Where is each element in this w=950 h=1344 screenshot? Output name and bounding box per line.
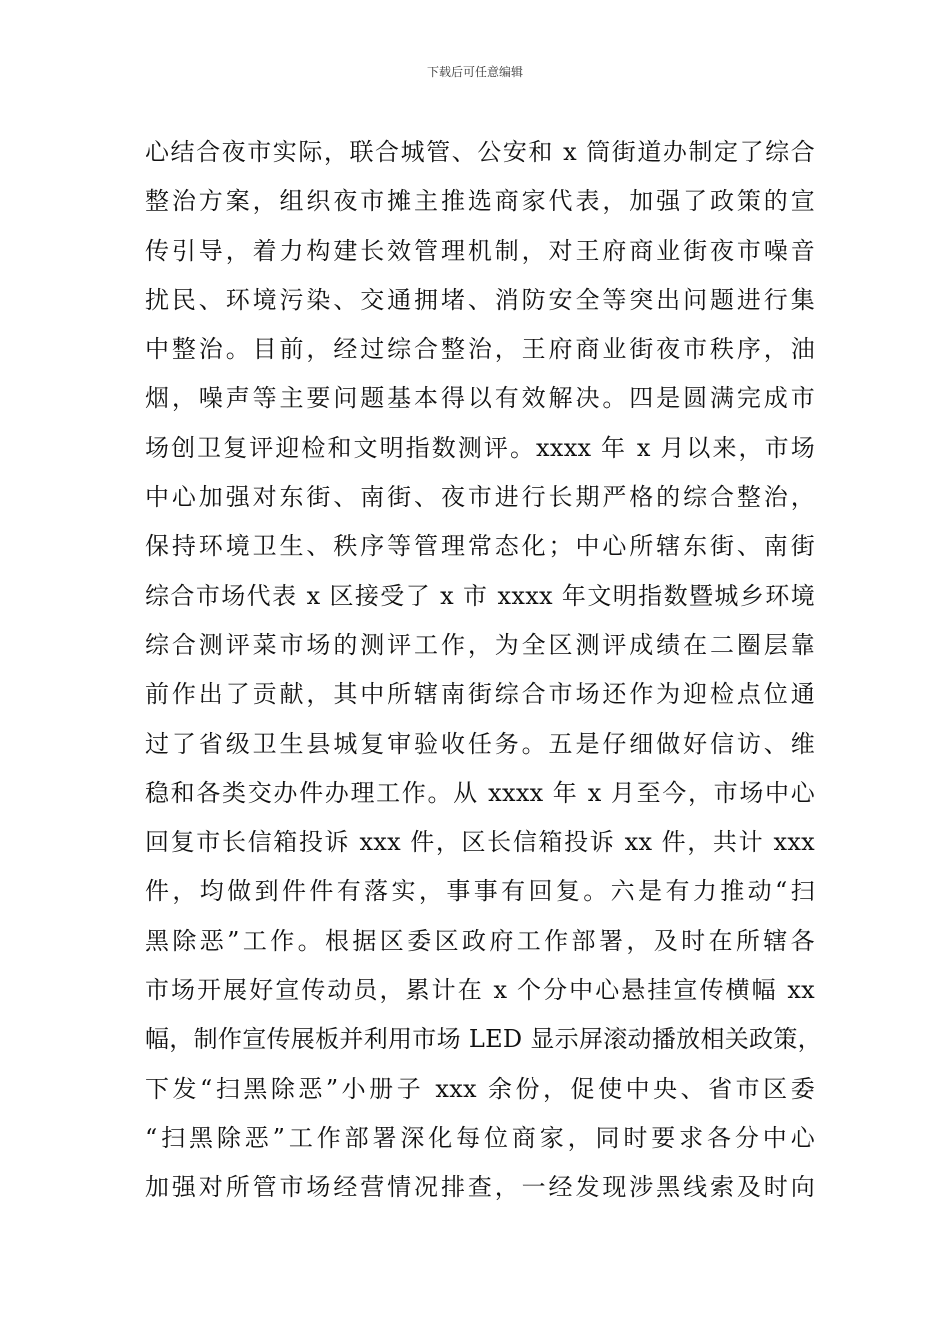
text-line: 烟，噪声等主要问题基本得以有效解决。四是圆满完成市 (145, 384, 815, 413)
text-line: 传引导，着力构建长效管理机制，对王府商业街夜市噪音 (145, 236, 815, 265)
text-line: 综合测评菜市场的测评工作，为全区测评成绩在二圈层靠 (145, 630, 815, 659)
text-line: 心结合夜市实际，联合城管、公安和 x 筒街道办制定了综合 (145, 138, 815, 166)
text-line: 扰民、环境污染、交通拥堵、消防安全等突出问题进行集 (145, 285, 815, 314)
text-line: 中心加强对东街、南街、夜市进行长期严格的综合整治， (145, 483, 815, 512)
text-line: 加强对所管市场经营情况排查，一经发现涉黑线索及时向 (145, 1173, 815, 1202)
text-line: 场创卫复评迎检和文明指数测评。xxxx 年 x 月以来，市场 (145, 433, 815, 462)
text-line: 市场开展好宣传动员，累计在 x 个分中心悬挂宣传横幅 xx (145, 976, 815, 1005)
text-line: 黑除恶”工作。根据区委区政府工作部署，及时在所辖各 (145, 926, 815, 955)
text-line: 幅，制作宣传展板并利用市场 LED 显示屏滚动播放相关政策， (145, 1025, 822, 1054)
text-line: 整治方案，组织夜市摊主推选商家代表，加强了政策的宣 (145, 187, 815, 216)
text-line: 中整治。目前，经过综合整治，王府商业街夜市秩序，油 (145, 335, 815, 364)
text-line: 件，均做到件件有落实，事事有回复。六是有力推动“扫 (145, 877, 815, 906)
text-line: 前作出了贡献，其中所辖南街综合市场还作为迎检点位通 (145, 680, 815, 709)
body-paragraph (145, 128, 822, 1213)
text-line: 下发“扫黑除恶”小册子 xxx 余份，促使中央、省市区委 (145, 1074, 815, 1103)
text-line: 过了省级卫生县城复审验收任务。五是仔细做好信访、维 (145, 729, 815, 758)
text-line: 回复市长信箱投诉 xxx 件，区长信箱投诉 xx 件，共计 xxx (145, 828, 815, 857)
page-header: 下载后可任意编辑 (426, 65, 523, 79)
text-line: “扫黑除恶”工作部署深化每位商家，同时要求各分中心 (145, 1123, 815, 1152)
text-line: 保持环境卫生、秩序等管理常态化；中心所辖东街、南街 (145, 532, 815, 561)
text-line: 综合市场代表 x 区接受了 x 市 xxxx 年文明指数暨城乡环境 (145, 581, 815, 610)
text-line: 稳和各类交办件办理工作。从 xxxx 年 x 月至今，市场中心 (145, 778, 815, 807)
